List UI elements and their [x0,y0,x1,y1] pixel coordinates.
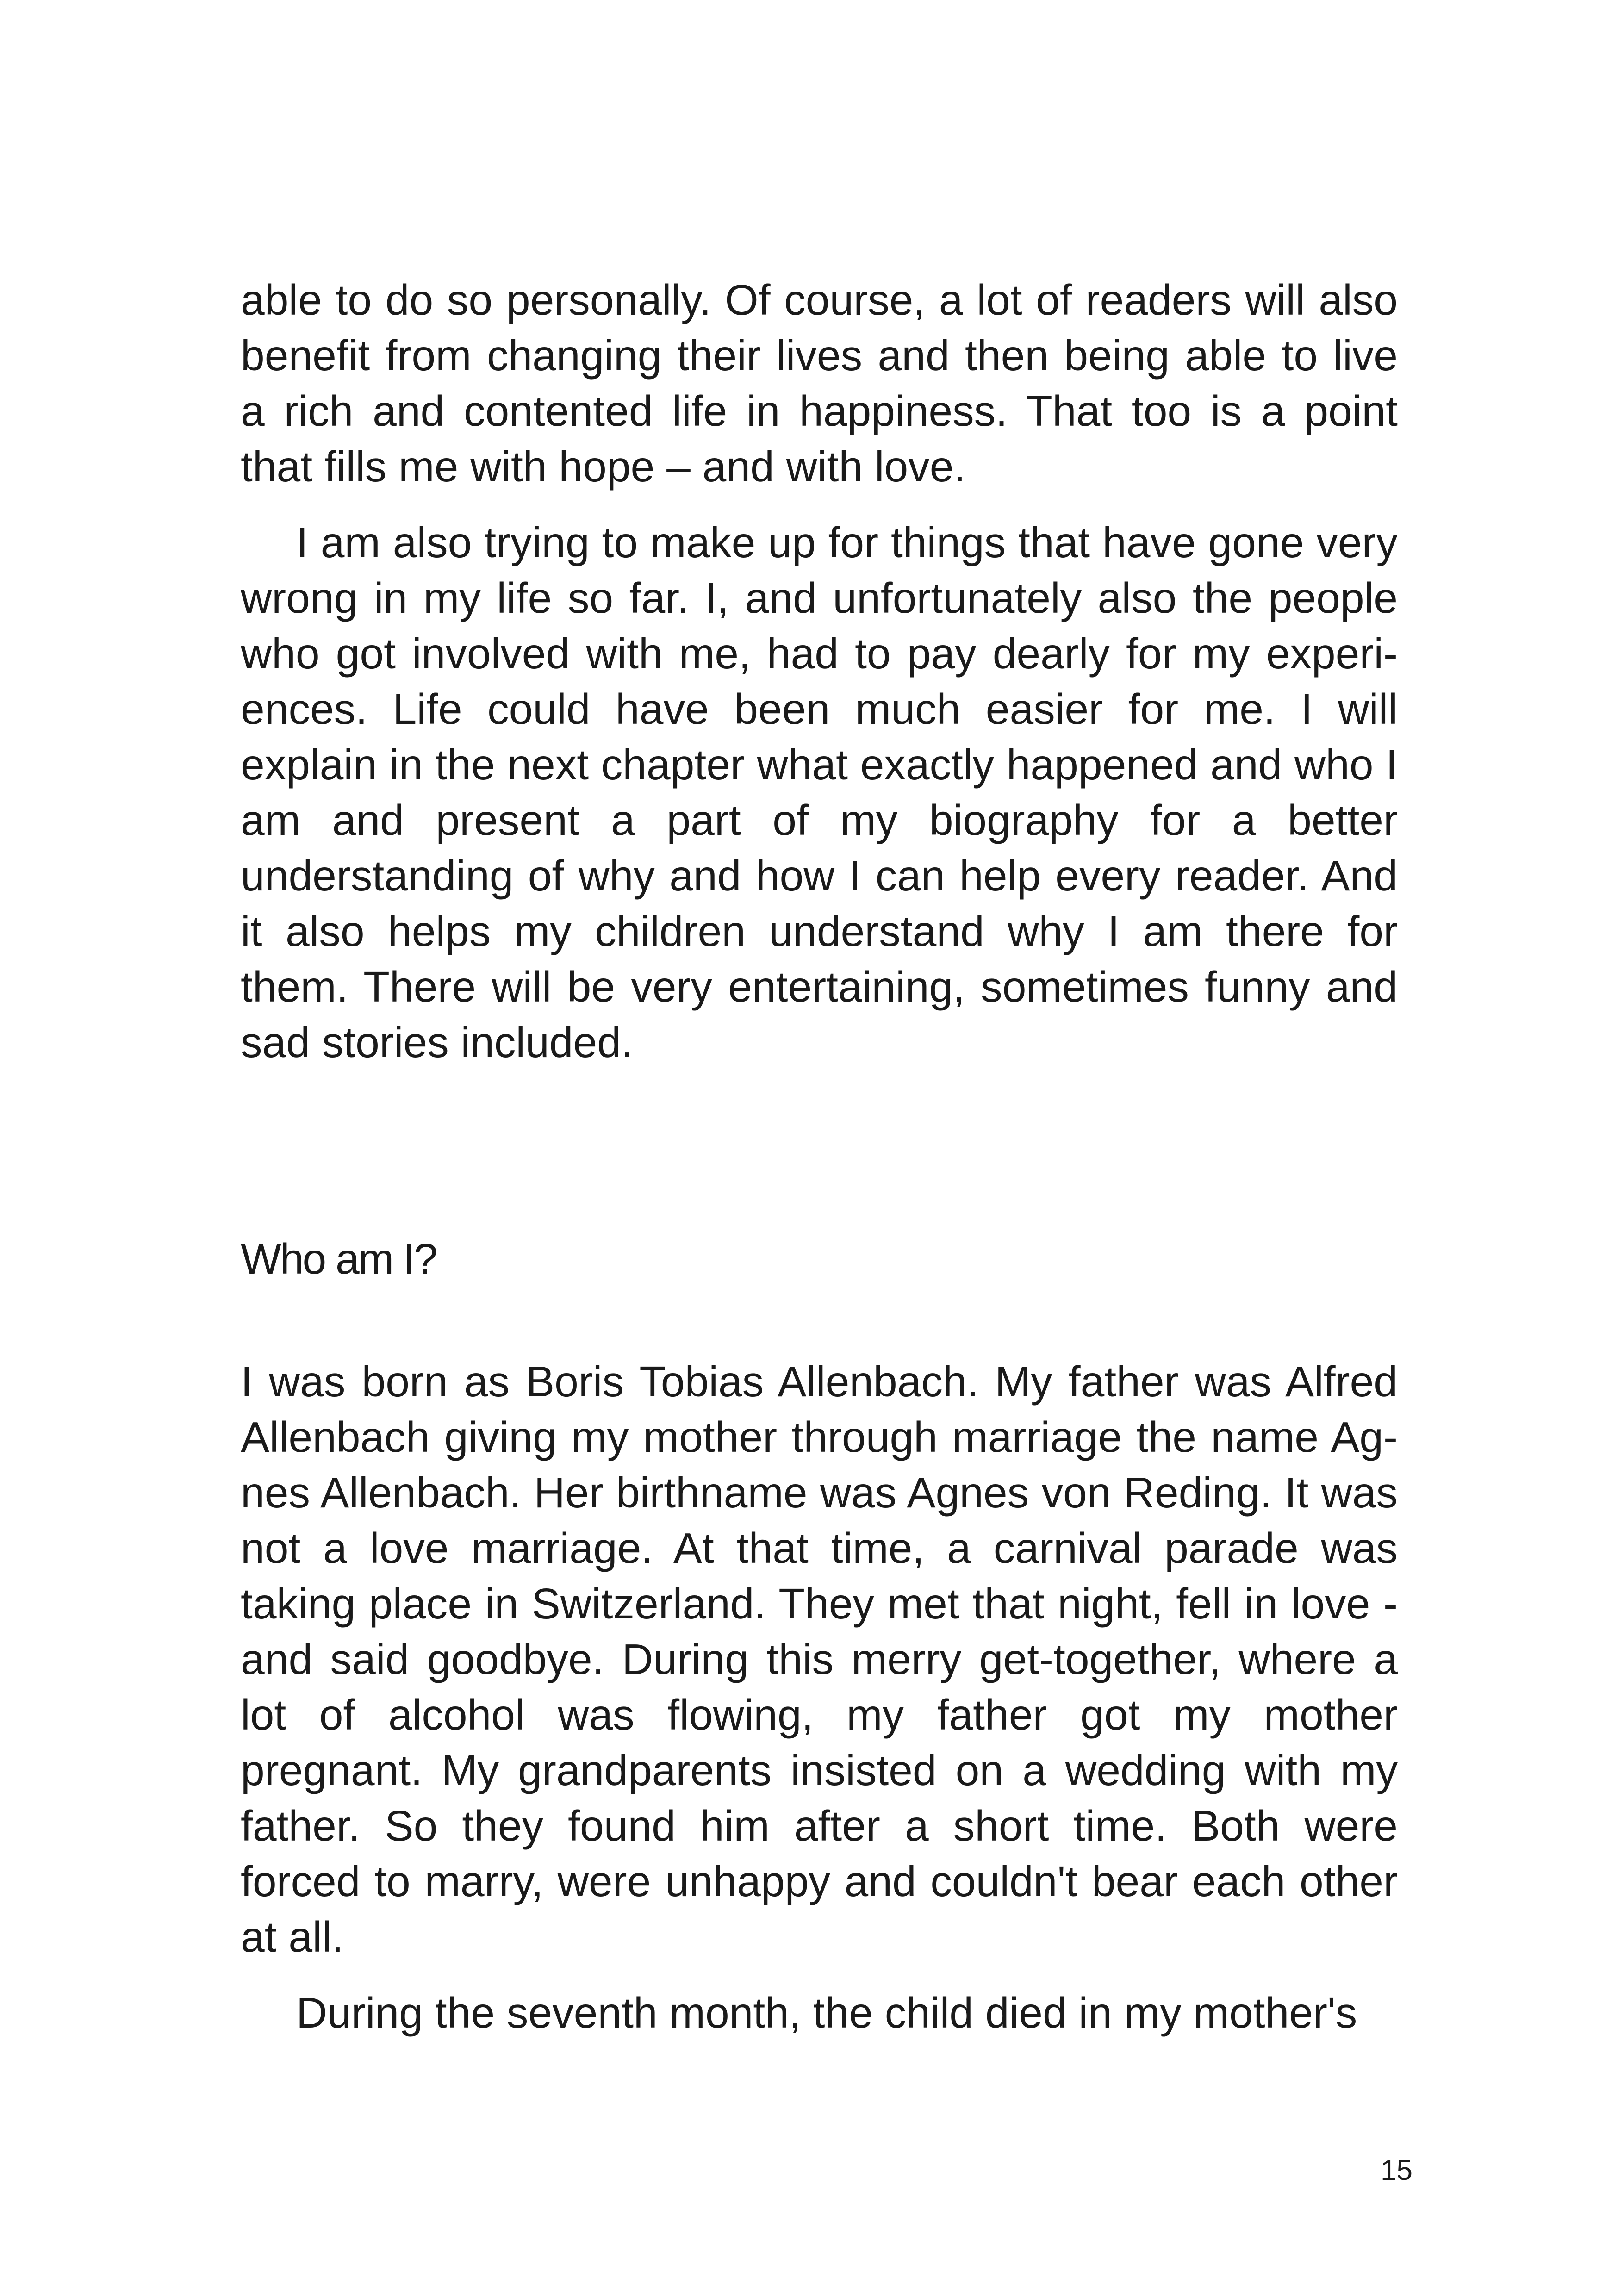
paragraph-spacer [241,494,1398,515]
top-text-block [241,272,1398,1070]
body-paragraph: During the seventh month, the child died in my mother's [296,1989,1357,2037]
body-paragraph: I was born as Boris Tobias Allenbach. My father was Alfred Allenbach giving my mother through marriage the name Agnes Allenbach. Her birthname was Agnes von Reding. It was not a love marriage. At that time, a carnival parade was taking place in Switzerland. They met that night, fell in love - and said goodbye. During this merry get-together, where a lot of alcohol was flowing, my father got my mother pregnant. My grandparents insisted on a wedding with my father. So they found him after a short time. Both were forced to marry, were unhappy and couldn't bear each other at all. [241,1357,1398,1961]
page-number: 15 [1381,2154,1413,2186]
body-paragraph: I am also trying to make up for things that have gone very wrong in my life so far. I, and unfortunately also the people who got involved with me, had to pay dearly for my experiences. Life could have been much easier for me. I will explain in the next chapter what exactly happened and who I am and present a part of my biography for a better understanding of why and how I can help every reader. And it also helps my children understand why I am there for them. There will be very entertaining, sometimes funny and sad stories included. [241,518,1398,1066]
section-heading: Who am I? [241,1235,436,1283]
paragraph-spacer [241,1965,1398,1985]
body-paragraph: able to do so personally. Of course, a lot of readers will also benefit from changing their lives and then being able to live a rich and contented life in happiness. That too is a point that fills me with hope – and with love. [241,276,1398,491]
bottom-text-block [241,1354,1398,2041]
